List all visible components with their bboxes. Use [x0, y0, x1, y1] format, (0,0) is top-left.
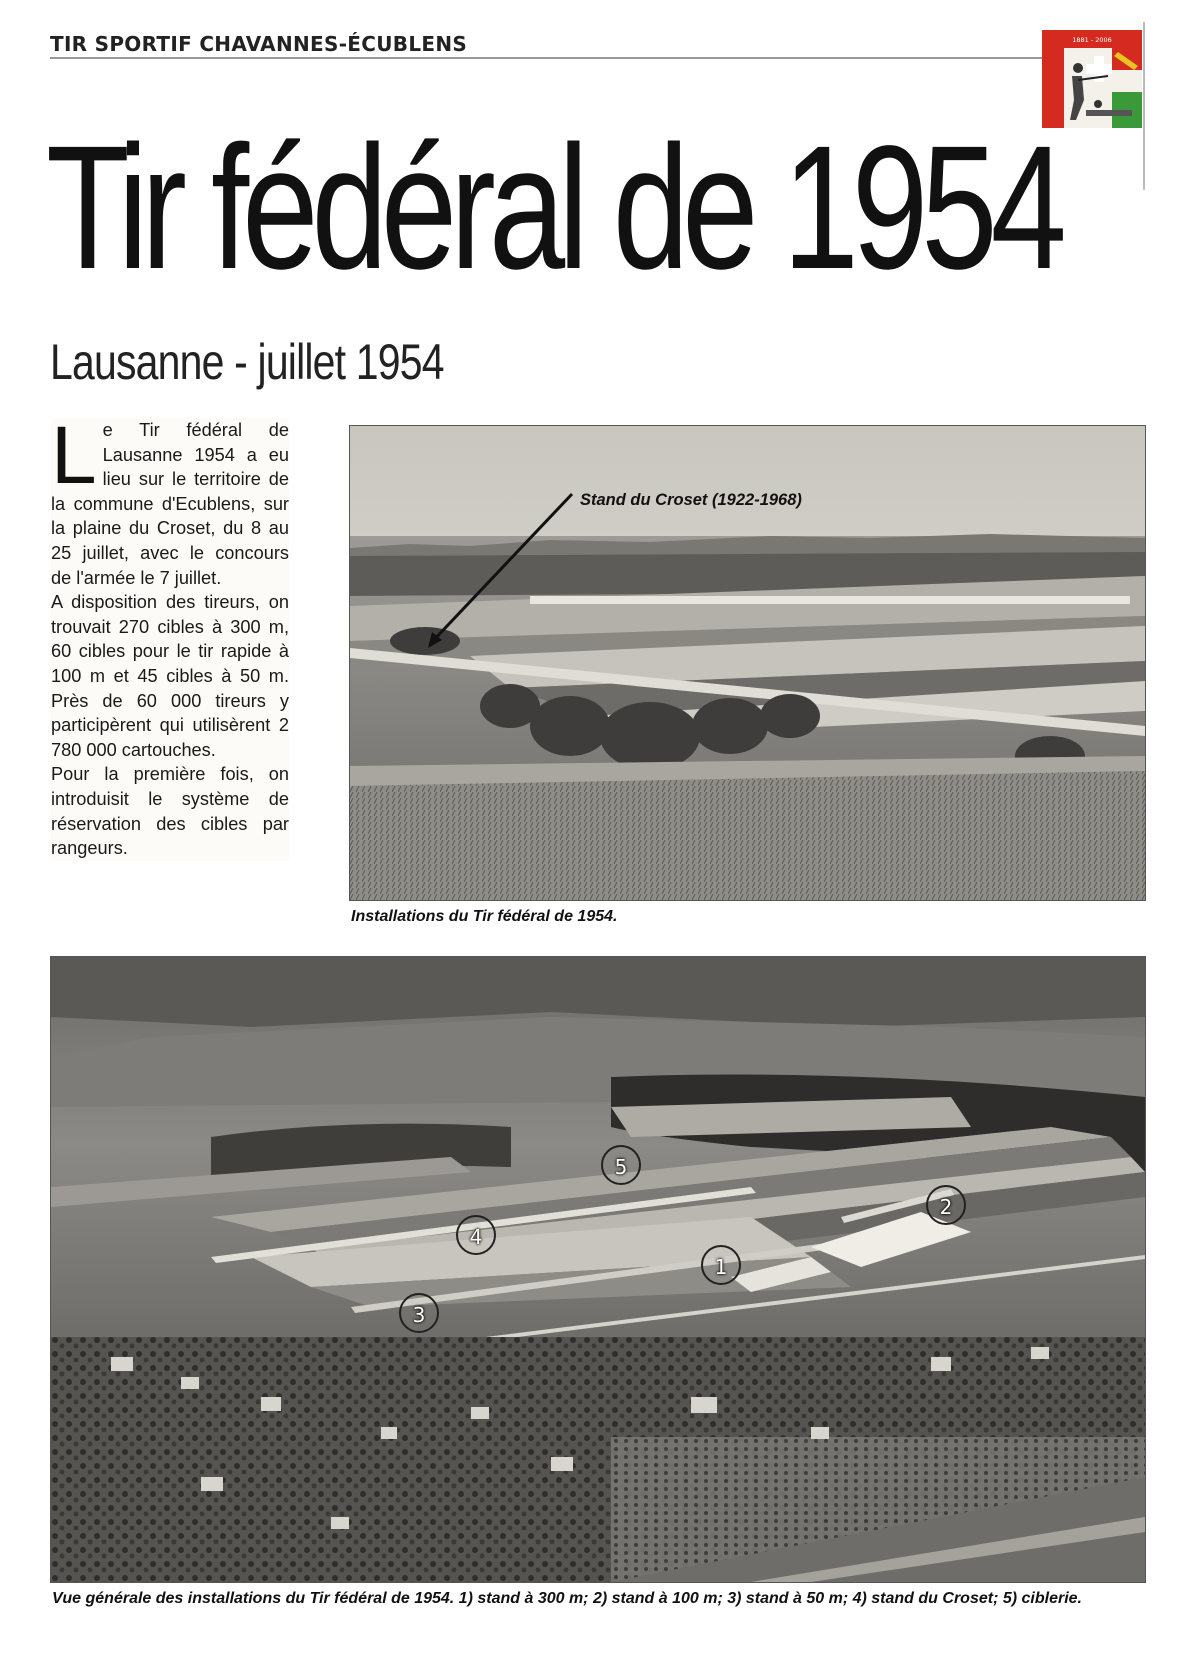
marker-3: 3 [399, 1293, 439, 1333]
dropcap: L [51, 410, 97, 501]
article-paragraph-1: e Tir fédéral de Lausanne 1954 a eu lieu sur le territoire de la commune d'Ecublens, sur la plaine du Croset, du 8 au 25 juillet, avec le concours de l'armée le 7 juillet. [51, 420, 289, 588]
photo-croset-plain [349, 425, 1146, 901]
section-header: TIR SPORTIF CHAVANNES-ÉCUBLENS [50, 32, 468, 56]
article-paragraph-2: A disposition des tireurs, on trouvait 270 cibles à 300 m, 60 cibles pour le tir rapide à 100 m et 45 cibles à 50 m. Près de 60 000 tireurs y participèrent qui utilisèrent 2 780 000 cartouches. [51, 592, 289, 760]
logo-years: 1881 - 2006 [1072, 36, 1112, 44]
article-paragraph-3: Pour la première fois, on introduisit le système de réservation des cibles par rangeurs. [51, 764, 289, 859]
photo1-caption: Installations du Tir fédéral de 1954. [351, 908, 618, 925]
header-rule [50, 57, 1050, 59]
photo-annotation-stand-croset: Stand du Croset (1922-1968) [580, 491, 802, 509]
marker-4: 4 [456, 1215, 496, 1255]
marker-1: 1 [701, 1245, 741, 1285]
article-body [51, 410, 289, 861]
page-title: Tir fédéral de 1954 [46, 110, 1060, 306]
page-subtitle: Lausanne - juillet 1954 [50, 334, 444, 390]
photo2-caption: Vue générale des installations du Tir fédéral de 1954. 1) stand à 300 m; 2) stand à 100 m; 3) stand à 50 m; 4) stand du Croset; 5) ciblerie. [52, 1590, 1082, 1607]
marker-5: 5 [601, 1145, 641, 1185]
photo-aerial-view [50, 956, 1146, 1583]
logo-flagpole [1143, 22, 1145, 190]
marker-2: 2 [926, 1185, 966, 1225]
